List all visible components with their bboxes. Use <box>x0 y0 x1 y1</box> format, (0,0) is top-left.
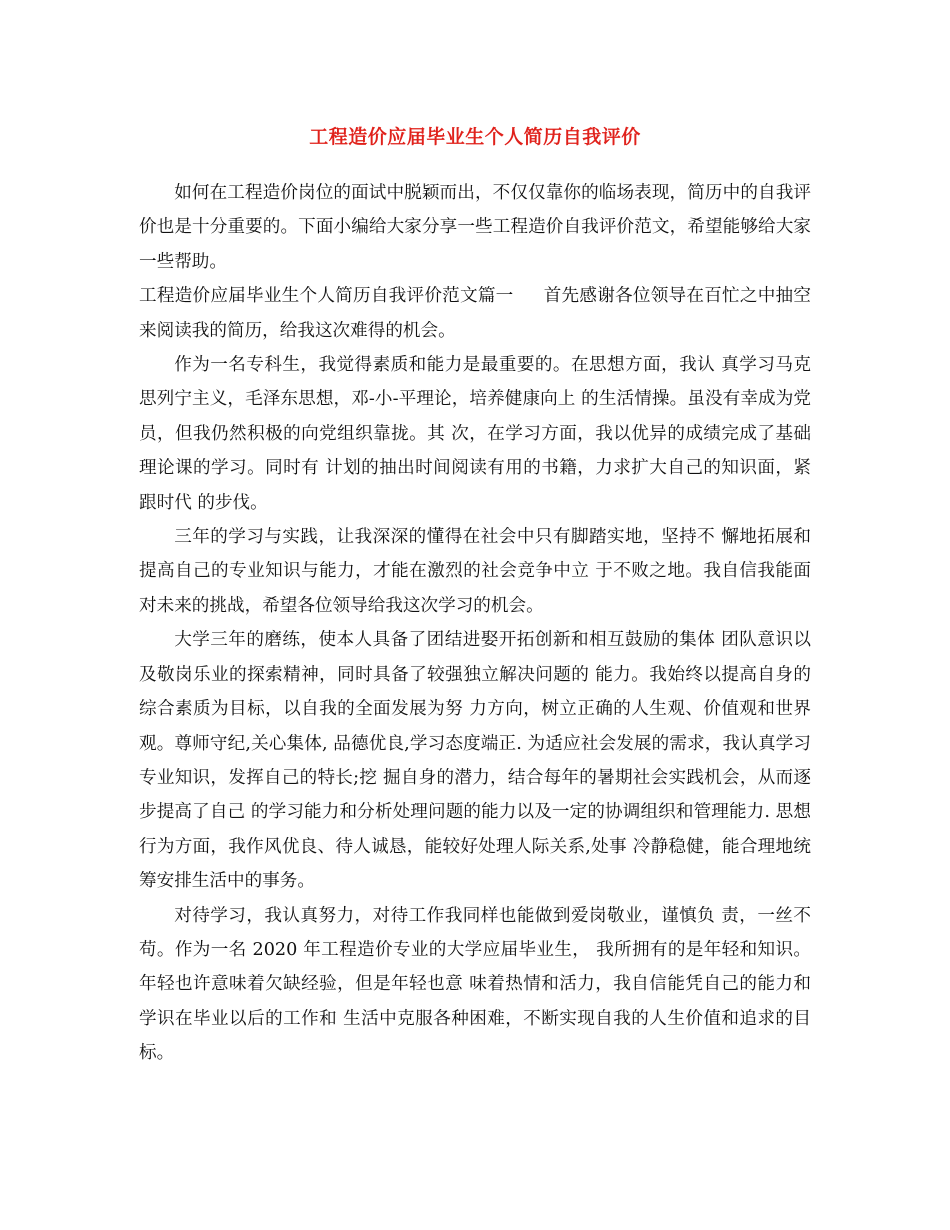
document-body <box>139 176 811 1071</box>
body-paragraph-1: 作为一名专科生，我觉得素质和能力是最重要的。在思想方面，我认 真学习马克思列宁主义，毛泽东思想，邓-小-平理论，培养健康向上 的生活情操。虽没有幸成为党员，但我仍然积极的向党组织靠拢。其 次，在学习方面，我以优异的成绩完成了基础理论课的学习。同时有 计划的抽出时间阅读有用的书籍，力求扩大自己的知识面，紧跟时代 的步伐。 <box>139 355 811 513</box>
section-line <box>139 279 811 348</box>
section-heading: 工程造价应届毕业生个人简历自我评价范文篇一 <box>139 286 514 307</box>
section-opening: 首先感谢各位领导在百忙之中抽空来阅读我的简历，给我这次难得的机会。 <box>139 286 811 341</box>
intro-paragraph: 如何在工程造价岗位的面试中脱颖而出，不仅仅靠你的临场表现，简历中的自我评价也是十分重要的。下面小编给大家分享一些工程造价自我评价范文，希望能够给大家一些帮助。 <box>139 183 811 272</box>
body-paragraph-2: 三年的学习与实践，让我深深的懂得在社会中只有脚踏实地，坚持不 懈地拓展和提高自己的专业知识与能力，才能在激烈的社会竞争中立 于不败之地。我自信我能面对未来的挑战，希望各位领导给我这次学习的机会。 <box>139 527 811 616</box>
document-title: 工程造价应届毕业生个人简历自我评价 <box>309 126 641 148</box>
body-paragraph-3: 大学三年的磨练，使本人具备了团结进娶开拓创新和相互鼓励的集体 团队意识以及敬岗乐业的探索精神，同时具备了较强独立解决问题的 能力。我始终以提高自身的综合素质为目标，以自我的全面发展为努 力方向，树立正确的人生观、价值观和世界观。尊师守纪,关心集体, 品德优良,学习态度端正. 为适应社会发展的需求，我认真学习专业知识，发挥自己的特长;挖 掘自身的潜力，结合每年的暑期社会实践机会，从而逐步提高了自己 的学习能力和分析处理问题的能力以及一定的协调组织和管理能力. 思想行为方面，我作风优良、待人诚恳，能较好处理人际关系,处事 冷静稳健，能合理地统筹安排生活中的事务。 <box>139 630 811 892</box>
body-paragraph-4: 对待学习，我认真努力，对待工作我同样也能做到爱岗敬业，谨慎负 责，一丝不苟。作为一名 2020 年工程造价专业的大学应届毕业生， 我所拥有的是年轻和知识。年轻也许意味着欠缺经验，但是年轻也意 味着热情和活力，我自信能凭自己的能力和学识在毕业以后的工作和 生活中克服各种困难，不断实现自我的人生价值和追求的目标。 <box>139 905 811 1064</box>
